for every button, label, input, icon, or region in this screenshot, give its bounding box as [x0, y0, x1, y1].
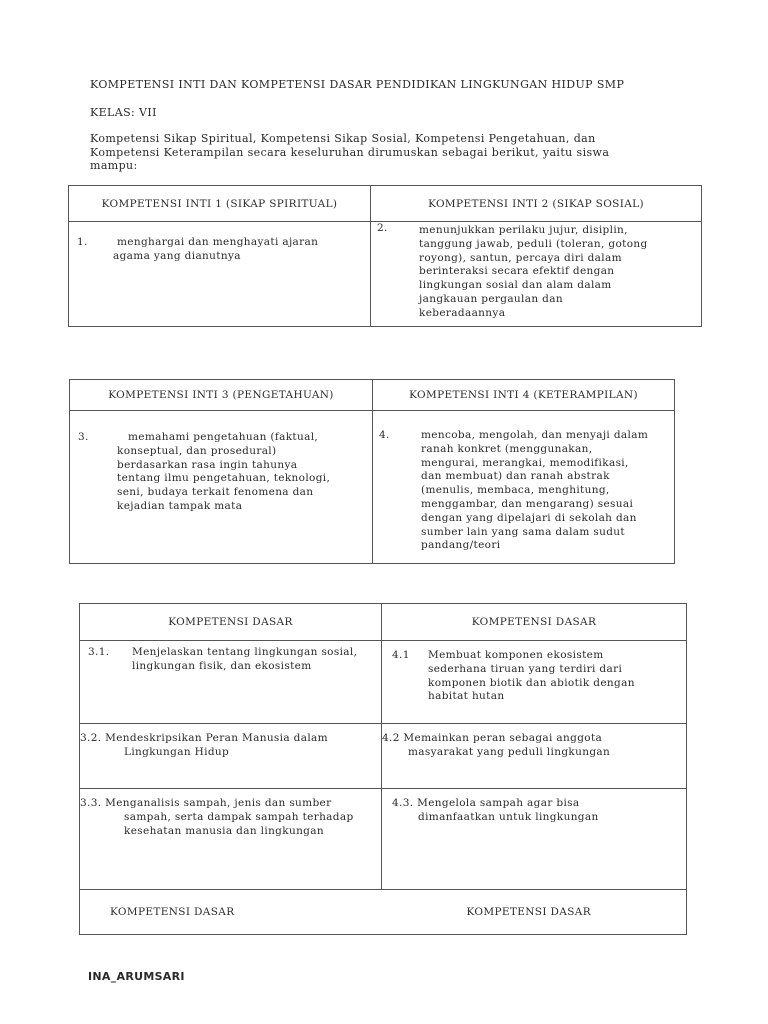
ki1-text [69, 236, 366, 250]
kd-footer-left [80, 890, 382, 935]
ki2-cell [371, 222, 702, 327]
text-line: tanggung jawab, peduli (toleran, gotong [419, 237, 648, 250]
text-line: konseptual, dan prosedural) [117, 444, 277, 457]
text-line: pandang/teori [421, 539, 501, 552]
text-line: menggambar, dan mengarang) sesuai [421, 497, 634, 510]
kd-3-1-text [80, 646, 379, 674]
ki3-text [70, 445, 368, 514]
kd-3-1-cell [80, 641, 382, 724]
text-line: Menjelaskan tentang lingkungan sosial, [132, 646, 358, 658]
text-line: Membuat komponen ekosistem [428, 649, 604, 661]
table-header-ki4: KOMPETENSI INTI 4 (KETERAMPILAN) [373, 380, 675, 411]
text-line: dan membuat) dan ranah abstrak [421, 470, 610, 483]
footer-label: KOMPETENSI DASAR [110, 906, 235, 918]
intro-line: Kompetensi Keterampilan secara keseluruhan dirumuskan sebagai berikut, yaitu siswa [90, 145, 610, 159]
text-line: lingkungan sosial dan alam dalam [419, 279, 612, 292]
intro-line: mampu: [90, 159, 138, 172]
basic-competency-table [79, 603, 687, 935]
text-line: 3.2. Mendeskripsikan Peran Manusia dalam [80, 732, 328, 744]
kd-4-1-text [382, 663, 684, 704]
text-line: jangkauan pergaulan dan [419, 292, 563, 305]
kd-4-1-cell [382, 641, 687, 724]
item-number: 3. [78, 431, 89, 443]
text-line: royong), santun, percaya diri dalam [419, 251, 622, 264]
table-header-ki3: KOMPETENSI INTI 3 (PENGETAHUAN) [70, 380, 373, 411]
ki1-cell [69, 222, 371, 327]
intro-line: Kompetensi Sikap Spiritual, Kompetensi Sikap Sosial, Kompetensi Pengetahuan, dan [90, 132, 596, 145]
text-line: masyarakat yang peduli lingkungan [408, 745, 611, 758]
text-line: memahami pengetahuan (faktual, [128, 431, 319, 443]
text-line: Lingkungan Hidup [124, 745, 230, 758]
table-header-kd-right: KOMPETENSI DASAR [382, 604, 687, 641]
item-number: 2. [377, 222, 388, 234]
text-line: agama yang dianutnya [113, 249, 241, 262]
text-line: kejadian tampak mata [117, 499, 243, 512]
text-line: keberadaannya [419, 306, 506, 319]
kd-4-3-cell [382, 789, 687, 890]
text-line: menghargai dan menghayati ajaran [117, 236, 319, 248]
core-competency-table-1 [68, 185, 702, 327]
item-number: 4.1 [392, 649, 410, 661]
ki2-text [371, 222, 697, 321]
document-title: KOMPETENSI INTI DAN KOMPETENSI DASAR PENDIDIKAN LINGKUNGAN HIDUP SMP [90, 78, 625, 91]
text-line: kesehatan manusia dan lingkungan [124, 824, 324, 837]
text-line: dengan yang dipelajari di sekolah dan [421, 511, 637, 524]
kd-footer-right [382, 890, 687, 935]
text-line: dimanfaatkan untuk lingkungan [418, 810, 599, 823]
text-line: sumber lain yang sama dalam sudut [421, 525, 625, 538]
text-line: habitat hutan [428, 690, 505, 703]
kd-4-2-cell [382, 724, 687, 789]
text-line: tentang ilmu pengetahuan, teknologi, [117, 472, 331, 485]
ki4-cell [373, 411, 675, 564]
ki3-cell [70, 411, 373, 564]
table-header-kd-left: KOMPETENSI DASAR [80, 604, 382, 641]
item-number: 3.1. [88, 646, 110, 658]
text-line: berinteraksi secara efektif dengan [419, 265, 615, 278]
text-line: menunjukkan perilaku jujur, disiplin, [419, 224, 628, 236]
text-line: seni, budaya terkait fenomena dan [117, 486, 314, 499]
text-line: 4.3. Mengelola sampah agar bisa [392, 797, 580, 809]
text-line: 3.3. Menganalisis sampah, jenis dan sumber [80, 797, 332, 809]
footer-label: KOMPETENSI DASAR [466, 906, 591, 918]
text-line: lingkungan fisik, dan ekosistem [132, 659, 312, 672]
ki4-text [373, 429, 670, 553]
item-number: 1. [77, 236, 88, 248]
table-header-ki2: KOMPETENSI INTI 2 (SIKAP SOSIAL) [371, 186, 702, 222]
text-line: ranah konkret (menggunakan, [421, 442, 593, 455]
text-line: 4.2 Memainkan peran sebagai anggota [382, 732, 603, 744]
author-footer: INA_ARUMSARI [88, 970, 185, 983]
text-line: mengurai, merangkai, memodifikasi, [421, 456, 629, 469]
kd-3-2-cell [80, 724, 382, 789]
text-line: komponen biotik dan abiotik dengan [428, 676, 635, 689]
text-line: (menulis, membaca, menghitung, [421, 484, 610, 497]
intro-paragraph [90, 132, 710, 173]
item-number: 4. [379, 429, 390, 441]
kd-3-3-cell [80, 789, 382, 890]
text-line: sederhana tiruan yang terdiri dari [428, 662, 623, 675]
text-line: mencoba, mengolah, dan menyaji dalam [421, 429, 649, 441]
text-line: berdasarkan rasa ingin tahunya [117, 458, 298, 471]
core-competency-table-2 [69, 379, 675, 564]
table-header-ki1: KOMPETENSI INTI 1 (SIKAP SPIRITUAL) [69, 186, 371, 222]
text-line: sampah, serta dampak sampah terhadap [124, 810, 354, 823]
class-label: KELAS: VII [90, 106, 157, 119]
